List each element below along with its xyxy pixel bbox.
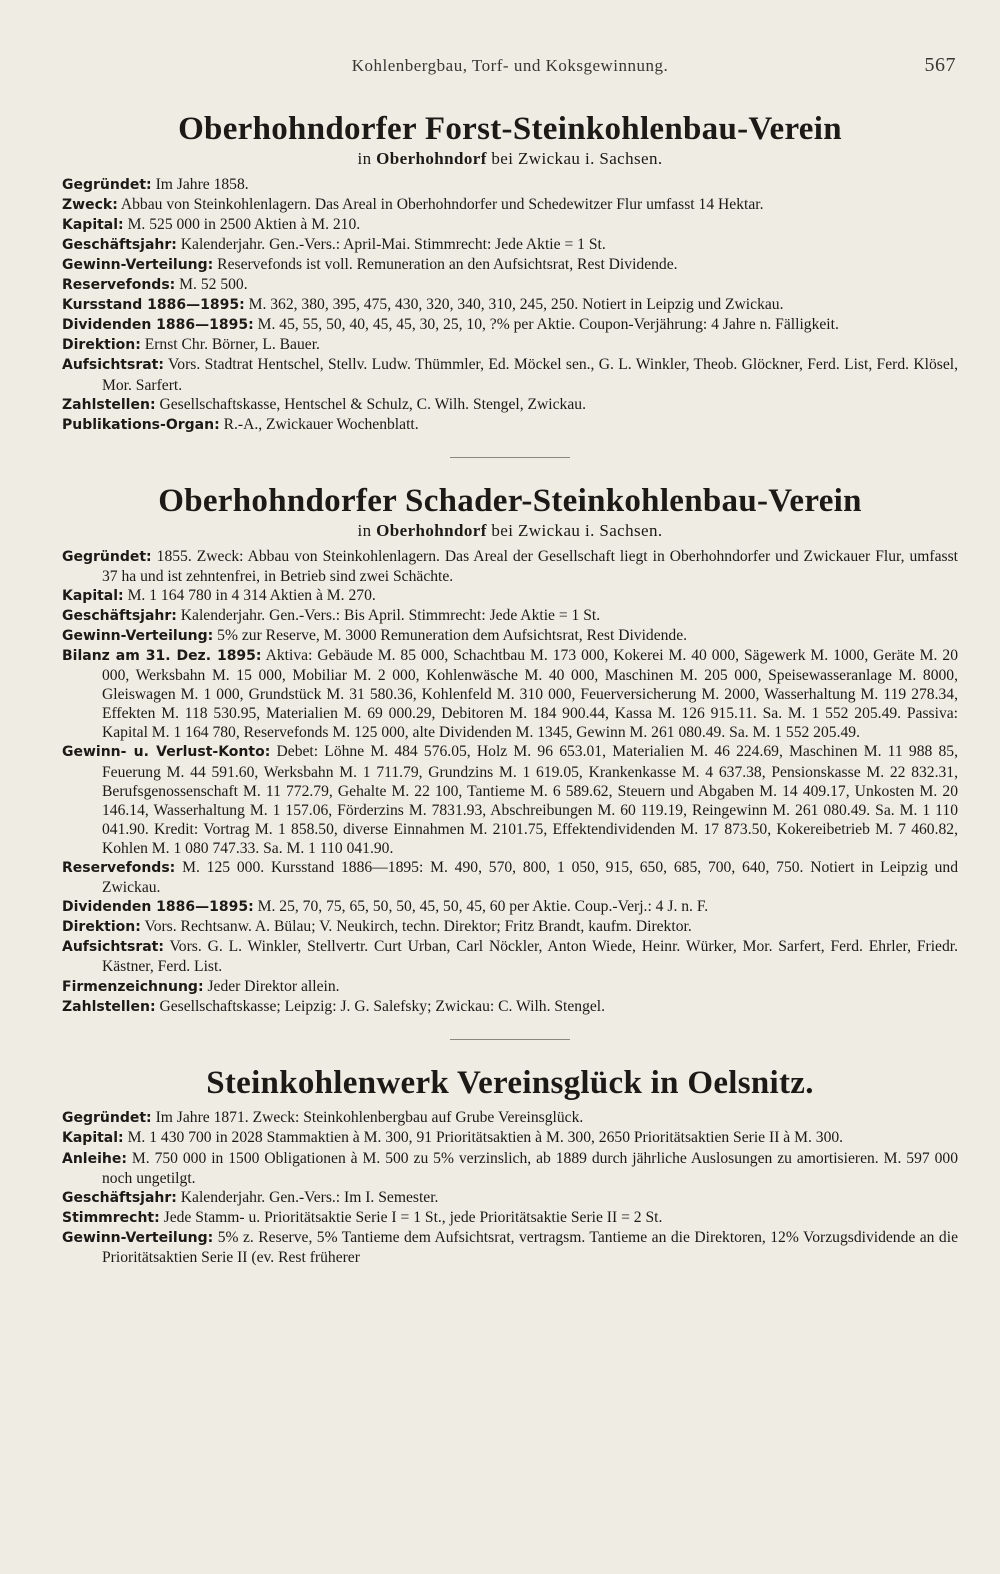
entry-label: Kapital: [62, 587, 124, 604]
entry-label: Aufsichtsrat: [62, 357, 164, 374]
section-divider [450, 457, 570, 458]
entry-label: Gegründet: [62, 548, 152, 565]
entry-text: Ernst Chr. Börner, L. Bauer. [144, 336, 320, 354]
entry-label: Anleihe: [62, 1150, 127, 1167]
entry [62, 235, 958, 255]
entry [62, 547, 958, 586]
entry-label: Kursstand 1886—1895: [62, 297, 245, 314]
entry-text: 5% z. Reserve, 5% Tantieme dem Aufsichtsrat, vertragsm. Tantieme an die Direktoren, 12% Vorzugsdividende an die Prioritätsaktien Serie II (ev. Rest früherer [102, 1228, 958, 1267]
entry-text: M. 45, 55, 50, 40, 45, 45, 30, 25, 10, ?% per Aktie. Coupon-Verjährung: 4 Jahre n. Fälligkeit. [257, 316, 839, 334]
entry [62, 626, 958, 646]
section-divider [450, 1039, 570, 1040]
entry [62, 295, 958, 315]
entry-list [62, 175, 958, 435]
entry-label: Gewinn- u. Verlust-Konto: [62, 744, 271, 761]
entry-list [62, 1108, 958, 1267]
entry-label: Kapital: [62, 216, 124, 233]
entry-label: Gegründet: [62, 1110, 152, 1127]
entry [62, 1228, 958, 1267]
entry-text: Debet: Löhne M. 484 576.05, Holz M. 96 653.01, Materialien M. 46 224.69, Maschinen M. 11 988 85, Feuerung M. 44 591.60, Werksbahn M. 1 711.79, Grundzins M. 1 619.05, Krankenkasse M. 4 637.38, Pensionskasse M. 22 832.31, Berufsgenossenschaft M. 11 772.79, Gehalte M. 22 100, Tantieme M. 6 589.62, Steuern und Abgaben M. 14 409.17, Unkosten M. 20 146.14, Wasserhaltung M. 1 157.06, Förderzins M. 7831.93, Abschreibungen M. 60 119.19, Reingewinn M. 261 080.49. Sa. M. 1 110 041.90. Kredit: Vortrag M. 1 858.50, diverse Einnahmen M. 2101.75, Effektendividenden M. 17 873.50, Kokereibetrieb M. 7 460.82, Kohlen M. 1 080 747.33. Sa. M. 1 110 041.90. [102, 743, 958, 857]
entry-text: Abbau von Steinkohlenlagern. Das Areal in Oberhohndorfer und Schedewitzer Flur umfasst 14 Hektar. [120, 195, 764, 213]
entry-text: Im Jahre 1871. Zweck: Steinkohlenbergbau auf Grube Vereinsglück. [155, 1109, 584, 1127]
entry-text: Vors. Rechtsanw. A. Bülau; V. Neukirch, techn. Direktor; Fritz Brandt, kaufm. Direktor. [144, 918, 692, 936]
entry-label: Gewinn-Verteilung: [62, 627, 214, 644]
entry [62, 415, 958, 435]
entry-text: M. 1 430 700 in 2028 Stammaktien à M. 300, 91 Prioritätsaktien à M. 300, 2650 Prioritätsaktien Serie II à M. 300. [127, 1129, 844, 1147]
entry [62, 355, 958, 394]
entry-text: M. 750 000 in 1500 Obligationen à M. 500 zu 5% verzinslich, ab 1889 durch jährliche Auslosungen zu amortisieren. M. 597 000 noch ungetilgt. [102, 1149, 958, 1187]
entry-label: Stimmrecht: [62, 1209, 160, 1226]
entry-text: Gesellschaftskasse, Hentschel & Schulz, C. Wilh. Stengel, Zwickau. [159, 395, 586, 413]
entry [62, 937, 958, 976]
running-head-title: Kohlenbergbau, Torf- und Koksgewinnung. [351, 56, 669, 75]
entry-label: Publikations-Organ: [62, 416, 220, 433]
entry-text: M. 52 500. [179, 276, 248, 294]
entry-text: Kalenderjahr. Gen.-Vers.: Im I. Semester. [180, 1188, 439, 1206]
entry-label: Dividenden 1886—1895: [62, 317, 254, 334]
entry-list [62, 547, 958, 1017]
section-title: Steinkohlenwerk Vereinsglück in Oelsnitz. [206, 1064, 814, 1101]
entry [62, 1108, 958, 1128]
entry-label: Geschäftsjahr: [62, 1189, 177, 1206]
entry-label: Geschäftsjahr: [62, 236, 177, 253]
section-title: Oberhohndorfer Forst-Steinkohlenbau-Verein [178, 111, 842, 147]
entry [62, 395, 958, 415]
entry [62, 1208, 958, 1228]
location-suffix: bei Zwickau i. Sachsen. [491, 148, 663, 168]
entry [62, 275, 958, 295]
entry [62, 606, 958, 626]
entry [62, 586, 958, 606]
entry-text: Jede Stamm- u. Prioritätsaktie Serie I = 1 St., jede Prioritätsaktie Serie II = 2 St. [163, 1208, 663, 1226]
entry-text: M. 525 000 in 2500 Aktien à M. 210. [127, 215, 361, 233]
entry [62, 175, 958, 195]
entry [62, 897, 958, 917]
entry-text: Vors. G. L. Winkler, Stellvertr. Curt Urban, Carl Nöckler, Anton Wiede, Heinr. Würker, Mor. Sarfert, Ferd. Ehrler, Friedr. Kästner, Ferd. List. [102, 938, 959, 976]
entry-text: Kalenderjahr. Gen.-Vers.: Bis April. Stimmrecht: Jede Aktie = 1 St. [180, 606, 601, 624]
entry [62, 1128, 958, 1148]
entry [62, 917, 958, 937]
entry-label: Gewinn-Verteilung: [62, 1229, 214, 1246]
entry-text: M. 1 164 780 in 4 314 Aktien à M. 270. [127, 586, 376, 604]
company-section-vereinsglueck [62, 1066, 958, 1267]
entry-label: Direktion: [62, 919, 141, 936]
entry-label: Bilanz am 31. Dez. 1895: [62, 647, 262, 664]
location-place: Oberhohndorf [376, 148, 487, 168]
section-location [62, 149, 958, 169]
entry-text: M. 362, 380, 395, 475, 430, 320, 340, 310, 245, 250. Notiert in Leipzig und Zwickau. [248, 296, 784, 314]
entry-text: Aktiva: Gebäude M. 85 000, Schachtbau M. 173 000, Kokerei M. 40 000, Sägewerk M. 1000, Geräte M. 20 000, Werksbahn M. 15 000, Mobiliar M. 2 000, Kohlenwäsche M. 40 000, Maschinen M. 205 000, Speisewasseranlage M. 8000, Gleiswagen M. 1 000, Grundstück M. 31 580.36, Kohlenfeld M. 310 000, Feuerversicherung M. 2000, Wasserhaltung M. 119 278.34, Effekten M. 118 530.95, Materialien M. 69 000.29, Debitoren M. 184 900.44, Kassa M. 126 915.11. Sa. M. 1 552 205.49. Passiva: Kapital M. 1 164 780, Reservefonds M. 125 000, alte Dividenden M. 1345, Gewinn M. 261 080.49. Sa. M. 1 552 205.49. [102, 646, 958, 742]
entry [62, 977, 958, 997]
entry [62, 646, 958, 742]
entry-text: R.-A., Zwickauer Wochenblatt. [223, 415, 419, 433]
entry-text: Reservefonds ist voll. Remuneration an den Aufsichtsrat, Rest Dividende. [217, 256, 678, 274]
entry [62, 215, 958, 235]
entry [62, 858, 958, 897]
page-number: 567 [924, 54, 956, 76]
entry-text: M. 125 000. Kursstand 1886—1895: M. 490, 570, 800, 1 050, 915, 650, 685, 700, 640, 750. Notiert in Leipzig und Zwickau. [102, 859, 958, 897]
entry-text: Kalenderjahr. Gen.-Vers.: April-Mai. Stimmrecht: Jede Aktie = 1 St. [180, 235, 606, 253]
entry-text: 1855. Zweck: Abbau von Steinkohlenlagern. Das Areal der Gesellschaft liegt in Oberhohndorfer und Zwickauer Flur, umfasst 37 ha und ist zehntenfrei, in Betrieb sind zwei Schächte. [102, 547, 958, 585]
entry-label: Dividenden 1886—1895: [62, 899, 254, 916]
entry-text: 5% zur Reserve, M. 3000 Remuneration dem Aufsichtsrat, Rest Dividende. [217, 626, 688, 644]
section-location [62, 521, 958, 541]
entry-text: Jeder Direktor allein. [207, 977, 340, 995]
entry-label: Geschäftsjahr: [62, 607, 177, 624]
company-section-schader [62, 484, 958, 1017]
entry-text: Gesellschaftskasse; Leipzig: J. G. Salefsky; Zwickau: C. Wilh. Stengel. [159, 997, 606, 1015]
entry-label: Kapital: [62, 1130, 124, 1147]
company-section-forst [62, 112, 958, 435]
entry-label: Gewinn-Verteilung: [62, 257, 214, 274]
running-head [62, 56, 958, 96]
entry-label: Gegründet: [62, 176, 152, 193]
entry [62, 315, 958, 335]
section-title: Oberhohndorfer Schader-Steinkohlenbau-Verein [158, 482, 862, 519]
entry-text: M. 25, 70, 75, 65, 50, 50, 45, 50, 45, 60 per Aktie. Coup.-Verj.: 4 J. n. F. [257, 898, 709, 916]
entry-label: Zweck: [62, 196, 118, 213]
location-prefix: in [357, 520, 372, 540]
entry [62, 255, 958, 275]
entry-text: Im Jahre 1858. [155, 175, 249, 193]
entry-label: Zahlstellen: [62, 998, 156, 1015]
location-prefix: in [357, 148, 372, 168]
entry-label: Reservefonds: [62, 860, 176, 876]
location-place: Oberhohndorf [376, 520, 487, 540]
entry [62, 997, 958, 1017]
entry [62, 1149, 958, 1188]
location-suffix: bei Zwickau i. Sachsen. [491, 520, 663, 540]
entry [62, 195, 958, 215]
entry-label: Aufsichtsrat: [62, 939, 164, 956]
entry-label: Reservefonds: [62, 277, 176, 294]
entry-label: Direktion: [62, 337, 141, 354]
entry-text: Vors. Stadtrat Hentschel, Stellv. Ludw. Thümmler, Ed. Möckel sen., G. L. Winkler, Theob. Glöckner, Ferd. List, Ferd. Klösel, Mor. Sarfert. [102, 356, 958, 394]
entry [62, 742, 958, 858]
entry-label: Zahlstellen: [62, 396, 156, 413]
entry [62, 335, 958, 355]
entry [62, 1188, 958, 1208]
entry-label: Firmenzeichnung: [62, 978, 204, 995]
